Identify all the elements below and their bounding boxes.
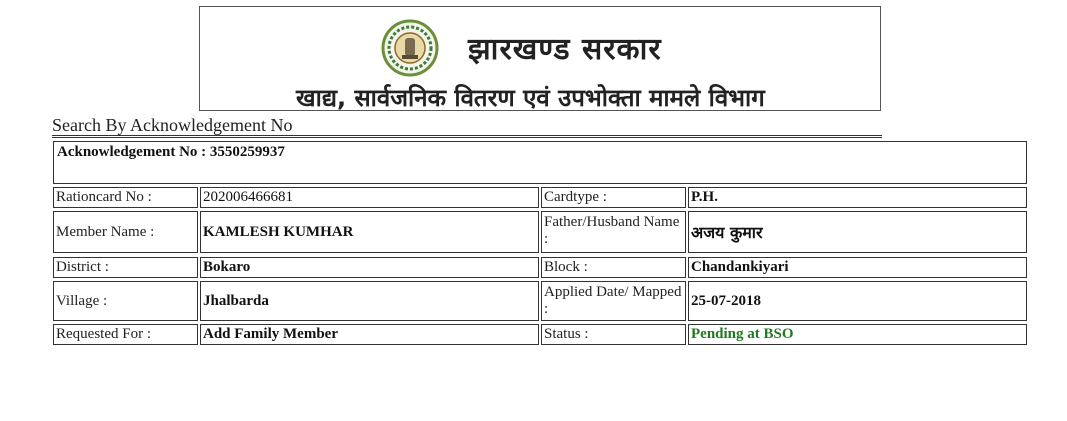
village-label: Village :: [53, 281, 198, 321]
jharkhand-emblem-icon: [381, 19, 439, 77]
village-value: Jhalbarda: [200, 281, 539, 321]
divider: [52, 135, 882, 138]
acknowledgement-number: Acknowledgement No : 3550259937: [57, 144, 285, 160]
status-label: Status :: [541, 324, 686, 345]
rationcard-value: 202006466681: [200, 187, 539, 208]
header-banner: [199, 6, 881, 111]
department-title: खाद्य, सार्वजनिक वितरण एवं उपभोक्ता मामले विभाग: [296, 84, 765, 112]
district-value: Bokaro: [200, 257, 539, 278]
district-label: District :: [53, 257, 198, 278]
rationcard-label: Rationcard No :: [53, 187, 198, 208]
requested-for-label: Requested For :: [53, 324, 198, 345]
father-husband-value: अजय कुमार: [688, 211, 1027, 253]
block-label: Block :: [541, 257, 686, 278]
applied-date-value: 25-07-2018: [688, 281, 1027, 321]
member-name-value: KAMLESH KUMHAR: [200, 211, 539, 253]
government-title: झारखण्ड सरकार: [468, 32, 662, 67]
applied-date-label: Applied Date/ Mapped :: [541, 281, 686, 321]
member-name-label: Member Name :: [53, 211, 198, 253]
block-value: Chandankiyari: [688, 257, 1027, 278]
requested-for-value: Add Family Member: [200, 324, 539, 345]
cardtype-label: Cardtype :: [541, 187, 686, 208]
search-heading: Search By Acknowledgement No: [52, 115, 293, 135]
cardtype-value: P.H.: [688, 187, 1027, 208]
status-badge: Pending at BSO: [688, 324, 1027, 345]
acknowledgement-box: [53, 141, 1027, 184]
father-husband-label: Father/Husband Name :: [541, 211, 686, 253]
